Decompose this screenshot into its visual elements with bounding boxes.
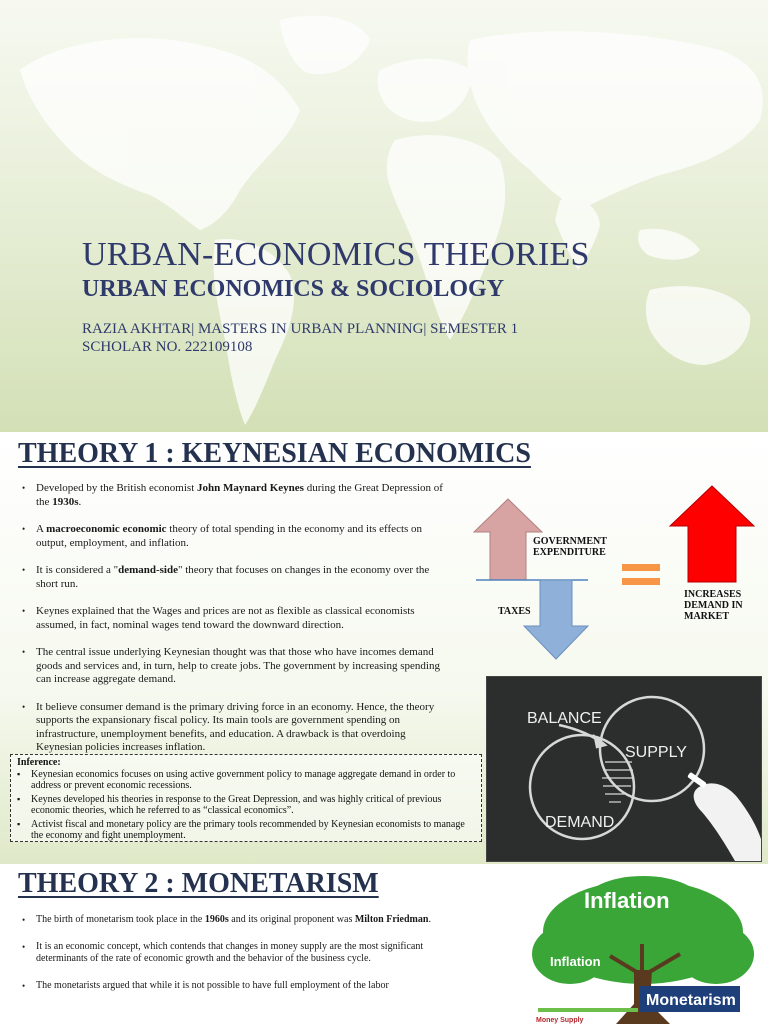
- bullet-item: • A macroeconomic economic theory of total spending in the economy and its effects on output, employment, and inflation.: [20, 523, 450, 550]
- bullet-item: • It believe consumer demand is the primary driving force in an economy. Hence, the theory supports the expansionary fiscal policy. Its main tools are government spending on infrastructure, unemployment benefits, and education. A drawback is that overdoing Keynesian policies increases inflation.: [20, 701, 450, 755]
- inference-item: ▪ Keynesian economics focuses on using active government policy to manage aggregate demand in order to address or prevent economic recessions.: [17, 769, 475, 792]
- government-expenditure-label: GOVERNMENT EXPENDITURE: [533, 536, 607, 558]
- red-up-arrow-icon: [670, 486, 754, 582]
- monetarism-badge-text: Monetarism: [646, 992, 736, 1009]
- increases-demand-label: INCREASES DEMAND IN MARKET: [684, 589, 743, 622]
- title-slide: [0, 0, 768, 432]
- chalk-balance-text: BALANCE: [527, 710, 602, 727]
- inference-item: ▪ Activist fiscal and monetary policy are the primary tools recommended by Keynesian economists to manage the economy and fight unemployment.: [17, 819, 475, 842]
- author-line: RAZIA AKHTAR| MASTERS IN URBAN PLANNING| SEMESTER 1: [82, 321, 519, 337]
- bullet-item: • Developed by the British economist John Maynard Keynes during the Great Depression of the 1930s.: [20, 482, 450, 509]
- scholar-line: SCHOLAR NO. 222109108: [82, 339, 253, 355]
- presentation-subtitle: URBAN ECONOMICS & SOCIOLOGY: [82, 276, 505, 302]
- bullet-item: • The central issue underlying Keynesian thought was that those who have incomes demand goods and services and, in turn, help to create jobs. The government by increasing spending can increase aggregate demand.: [20, 646, 450, 687]
- bullet-item: • Keynes explained that the Wages and prices are not as flexible as classical economists assumed, in fact, nominal wages tend toward the downward direction.: [20, 605, 450, 632]
- inference-heading: Inference:: [17, 757, 61, 768]
- theory-2-title: THEORY 2 : MONETARISM: [18, 868, 379, 899]
- down-arrow-icon: [524, 580, 588, 659]
- inference-box: [10, 754, 482, 842]
- bullet-item: • It is an economic concept, which contends that changes in money supply are the most significant determinants of the rate of economic growth and the behavior of the business cycle.: [20, 941, 440, 966]
- bullet-item: • The birth of monetarism took place in the 1960s and its original proponent was Milton Friedman.: [20, 914, 440, 927]
- bullet-item: • The monetarists argued that while it is not possible to have full employment of the labor: [20, 980, 440, 993]
- inflation-monetarism-tree-image: [530, 874, 756, 1024]
- author-block: [82, 320, 518, 356]
- keynesian-slide: [0, 432, 768, 864]
- chalkboard-drawing: [487, 677, 761, 861]
- keynesian-bullet-list: [20, 482, 450, 769]
- inference-list: [17, 769, 475, 842]
- taxes-label: TAXES: [498, 606, 531, 617]
- supply-demand-chalkboard-image: [486, 676, 762, 862]
- world-map-background: [0, 0, 768, 432]
- bullet-item: • It is considered a "demand-side" theory that focuses on changes in the economy over the short run.: [20, 564, 450, 591]
- monetarism-slide: [0, 864, 768, 1024]
- presentation-title: URBAN-ECONOMICS THEORIES: [82, 236, 590, 273]
- policy-arrow-diagram: [470, 484, 768, 664]
- equals-icon-bar: [622, 578, 660, 585]
- inference-item: ▪ Keynes developed his theories in response to the Great Depression, and was highly critical of previous economic theories, which he referred to as “classical economics”.: [17, 794, 475, 817]
- monetarism-bullet-list: [20, 914, 440, 1006]
- chalk-supply-text: SUPPLY: [625, 744, 687, 761]
- chalk-demand-text: DEMAND: [545, 814, 615, 831]
- inflation-big-text: Inflation: [584, 888, 670, 913]
- money-supply-text: Money Supply: [536, 1017, 584, 1024]
- theory-1-title: THEORY 1 : KEYNESIAN ECONOMICS: [18, 438, 531, 469]
- up-arrow-icon: [474, 499, 542, 580]
- equals-icon: [622, 564, 660, 571]
- inflation-small-text: Inflation: [550, 954, 601, 969]
